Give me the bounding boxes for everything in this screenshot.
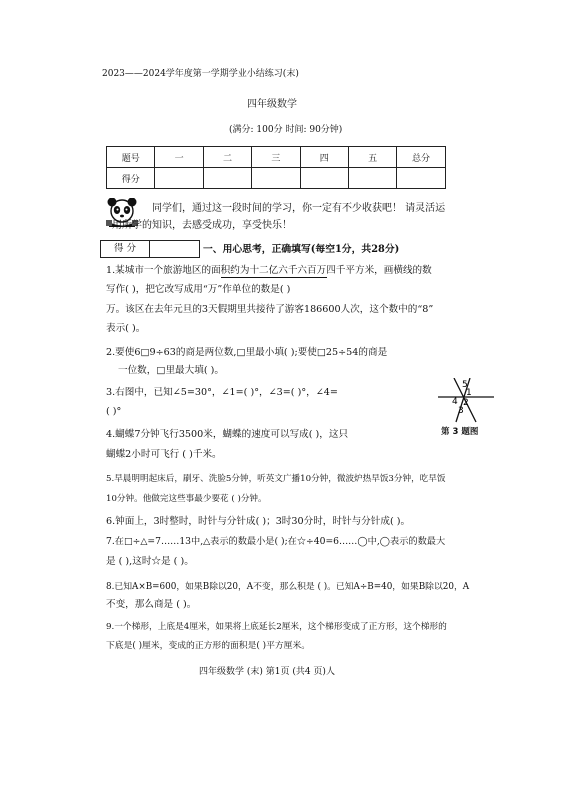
section-score-label: 得 分 <box>101 241 150 257</box>
section-1-title: 一、用心思考，正确填写(每空1分，共28分) <box>203 244 400 255</box>
score-input-cell[interactable] <box>252 168 300 189</box>
question-9-line-1: 9.一个梯形，上底是4厘米，如果将上底延长2厘米，这个梯形变成了正方形，这个梯形的 <box>106 622 447 632</box>
score-table <box>106 146 446 189</box>
question-3-line-1: 3.右图中，已知∠5=30°，∠1=( )°，∠3=( )°，∠4= <box>106 387 338 398</box>
question-4-line-1: 4.蝴蝶7分钟飞行3500米，蝴蝶的速度可以写成( )，这只 <box>106 429 349 440</box>
table-cell: 一 <box>155 147 203 168</box>
school-year-title: 2023——2024学年度第一学期学业小结练习(末) <box>102 69 299 79</box>
figure-label: 1 <box>466 388 472 398</box>
table-cell: 四 <box>300 147 348 168</box>
subject-title: 四年级数学 <box>247 99 297 110</box>
question-1-line-2: 写作( )，把它改写成用“万”作单位的数是( ) <box>106 284 291 295</box>
question-2-line-1: 2.要使6□9÷63的商是两位数,□里最小填( );要使□25÷54的商是 <box>106 347 388 358</box>
greeting-line-2: 用所学的知识，去感受成功，享受快乐！ <box>112 220 292 231</box>
question-6-line-1: 6.钟面上，3时整时，时针与分针成( )；3时30分时，时针与分针成( )。 <box>106 516 411 527</box>
score-input-cell[interactable] <box>348 168 396 189</box>
figure-label: 2 <box>463 398 469 408</box>
question-8-line-2: 不变，那么商是 ( )。 <box>106 599 197 610</box>
table-cell: 题号 <box>107 147 155 168</box>
table-cell: 得分 <box>107 168 155 189</box>
underline-mark <box>221 277 327 278</box>
score-input-cell[interactable] <box>300 168 348 189</box>
question-5-line-2: 10分钟。他做完这些事最少要花 ( )分钟。 <box>106 494 267 504</box>
table-cell: 三 <box>252 147 300 168</box>
page-footer: 四年级数学 (末) 第1页 (共4 页)人 <box>199 667 335 677</box>
table-cell: 五 <box>348 147 396 168</box>
score-input-cell[interactable] <box>203 168 251 189</box>
table-cell: 二 <box>203 147 251 168</box>
question-2-line-2: 一位数，□里最大填( )。 <box>118 365 224 376</box>
figure-label: 3 <box>458 406 464 416</box>
figure-caption: 第 3 题图 <box>441 427 479 437</box>
question-9-line-2: 下底是( )厘米，变成的正方形的面积是( )平方厘米。 <box>106 641 311 651</box>
figure-label: 5 <box>462 380 468 390</box>
question-1-line-1: 1.某城市一个旅游地区的面积约为十二亿六千六百万四千平方米，画横线的数 <box>106 265 432 276</box>
score-input-cell[interactable] <box>397 168 445 189</box>
question-7-line-1: 7.在□÷△=7……13中,△表示的数最小是( );在☆÷40=6……◯中,◯表示的数最大 <box>106 536 446 547</box>
section-score-box <box>100 240 200 258</box>
greeting-line-1: 同学们，通过这一段时间的学习，你一定有不少收获吧！ 请灵活运 <box>152 203 446 214</box>
figure-label: 4 <box>452 397 458 407</box>
table-cell: 总分 <box>397 147 445 168</box>
angle-figure-diagram <box>436 378 494 424</box>
score-table-header-row <box>107 147 446 168</box>
section-score-input[interactable] <box>150 241 199 257</box>
score-table-score-row <box>107 168 446 189</box>
question-7-line-2: 是 ( ),这时☆是 ( )。 <box>106 556 194 567</box>
question-5-line-1: 5.早晨明明起床后，刷牙、洗脸5分钟，听英文广播10分钟，微波炉热早饭3分钟，吃早饭 <box>106 474 446 484</box>
question-3-line-2: ( )° <box>106 406 122 417</box>
score-input-cell[interactable] <box>155 168 203 189</box>
question-1-line-4: 表示( )。 <box>106 323 146 334</box>
question-1-line-3: 万。该区在去年元旦的3天假期里共接待了游客186600人次，这个数中的“8” <box>106 304 434 315</box>
question-8-line-1: 8.已知A×B=600，如果B除以20，A不变，那么积是 ( )。已知A÷B=40，如果B除以20，A <box>106 582 470 592</box>
question-4-line-2: 蝴蝶2小时可飞行 ( )千米。 <box>106 449 222 460</box>
score-time-info: (满分: 100分 时间: 90分钟) <box>229 125 343 135</box>
